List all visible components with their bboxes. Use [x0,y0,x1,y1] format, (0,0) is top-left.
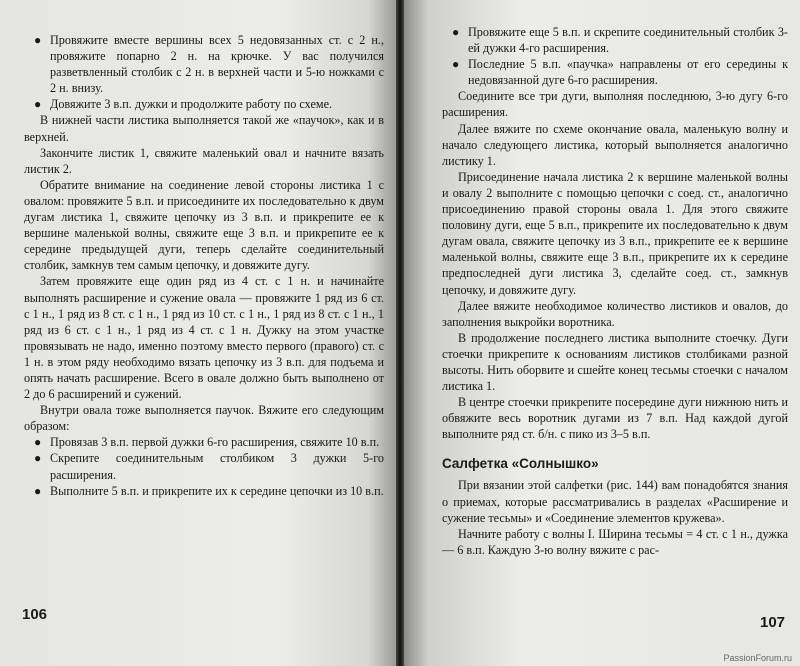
bullet-icon: ● [452,25,460,39]
paragraph: Обратите внимание на соединение левой стороны листика 1 с овалом: провяжите 5 в.п. и присоедините их последовательно к двум дугам листика 1, свяжите цепочку из 3 в.п. и прикрепите ее к вершине маленькой волны, свяжите еще 3 в.п. и прикрепите ее к середине предыдущей дуги, теперь сделайте соединительный столбик, замкнув тем самым цепочку, и довяжите дугу. [24,177,384,273]
paragraph: В центре стоечки прикрепите посередине дуги нижнюю нить и обвяжите весь воротник дугами из 7 в.п. Над каждой дугой выполните ряд ст. б/н. с пико из 3–5 в.п. [442,395,788,442]
page-number-left: 106 [22,606,48,623]
paragraph: В нижней части листика выполняется такой же «паучок», как и в верхней. [24,113,384,144]
paragraph: Далее вяжите по схеме окончание овала, маленькую волну и начало следующего листика, который выполняется аналогично листику 1. [442,121,788,168]
right-page [404,0,800,666]
paragraph: Далее вяжите необходимое количество листиков и овалов, до заполнения выкройки воротника. [442,298,788,329]
paragraph: В продолжение последнего листика выполните стоечку. Дуги стоечки прикрепите к основаниям листиков столбиками разной высоты. Нить оборвите и сшейте конец тесьмы стоечки с началом листика 1. [442,330,788,394]
bullet-icon: ● [34,33,42,47]
paragraph: При вязании этой салфетки (рис. 144) вам понадобятся знания о приемах, которые рассматривались в разделах «Расширение и сужение тесьмы» и «Соединение элементов кружева». [442,478,788,525]
bullet-icon: ● [34,483,42,498]
bullet-list-top-left [24,32,384,112]
paragraph: Затем провяжите еще один ряд из 4 ст. с 1 н. и начинайте выполнять расширение и сужение овала — провяжите 1 ряд из 6 ст. с 1 н., 1 ряд из 8 ст. с 1 н., 1 ряд из 10 ст. с 1 н., 1 ряд из 8 ст. с 1 н., 1 ряд из 6 ст. с 1 н., 1 ряд из 4 ст. с 1 н. Дужку на этом участке провязывать не надо, именно поэтому вместо первого (правого) ст. с 1 н. в этом ряду необходимо вязать цепочку из 3 в.п. для подъема и опять начать расширение. Всего в овале должно быть выполнено от 2 до 6 расширений и сужений. [24,274,384,402]
paragraph: Присоединение начала листика 2 к вершине маленькой волны и овалу 2 выполните с помощью цепочки с соед. ст., аналогично присоединению правой стороны овала 1. Для этого свяжите половину дуги, еще 5 в.п., прикрепите их последовательно к двум дугам овала, свяжите цепочку из 3 в.п., прикрепите ее к вершине маленькой волны, свяжите еще 3 в.п., прикрепите их к середине предпоследней дуги листика 3, сделайте соед. ст., замкнув цепочку, и довяжите дугу. [442,169,788,297]
paragraph: Соедините все три дуги, выполняя последнюю, 3-ю дугу 6-го расширения. [442,89,788,120]
bullet-icon: ● [34,435,42,450]
section-heading: Салфетка «Солнышко» [442,456,599,472]
paragraph: Внутри овала тоже выполняется паучок. Вяжите его следующим образом: [24,403,384,434]
paragraph: Начните работу с волны I. Ширина тесьмы = 4 ст. с 1 н., дужка — 6 в.п. Каждую 3-ю волну вяжите с рас- [442,526,788,557]
bullet-icon: ● [34,97,42,112]
left-page [0,0,396,666]
list-item: ● Довяжите 3 в.п. дужки и продолжите работу по схеме. [34,97,333,112]
bullet-icon: ● [452,57,460,72]
bullet-list-top-right [442,24,788,88]
list-item: ● Провязав 3 в.п. первой дужки 6-го расширения, свяжите 10 в.п. [34,435,380,450]
bullet-icon: ● [34,451,42,466]
book-spine [396,0,404,666]
list-item: ● Выполните 5 в.п. и прикрепите их к середине цепочки из 10 в.п. [34,483,384,498]
paragraph: Закончите листик 1, свяжите маленький овал и начните вязать листик 2. [24,145,384,176]
watermark: PassionForum.ru [723,653,792,663]
list-item: ● Провяжите еще 5 в.п. и скрепите соединительный столбик 3-ей дужки 4-го расширения. [452,25,788,56]
page-number-right: 107 [760,614,786,631]
bullet-list-bottom-left [24,434,384,498]
list-item: ● Последние 5 в.п. «паучка» направлены от его середины к недовязанной дуге 6-го расширения. [452,57,788,88]
list-item: ● Скрепите соединительным столбиком 3 дужки 5-го расширения. [34,451,384,482]
list-item: ● Провяжите вместе вершины всех 5 недовязанных ст. с 2 н., провяжите попарно 2 н. на крючке. У вас получился разветвленный столбик с 2 н. в верхней части и 5-ю ножками с 2 н. внизу. [34,33,384,96]
